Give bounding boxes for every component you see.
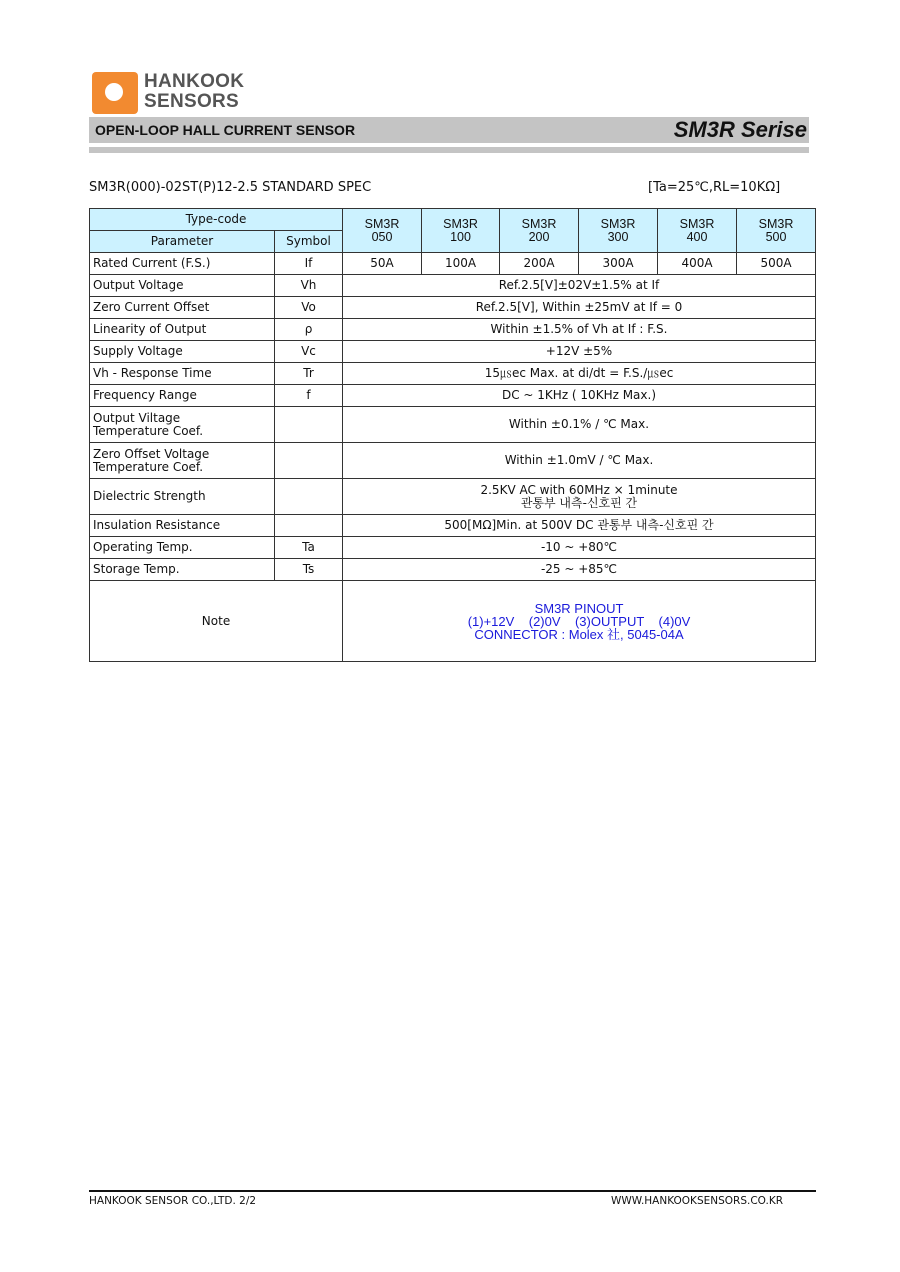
symbol-cell: Vh (275, 275, 343, 297)
symbol-cell: Vo (275, 297, 343, 319)
note-row (90, 581, 816, 662)
parameter-cell: Vh - Response Time (90, 363, 275, 385)
symbol-cell (275, 407, 343, 443)
footer-website: WWW.HANKOOKSENSORS.CO.KR (611, 1195, 784, 1207)
value-cell: Within ±1.0mV / ℃ Max. (343, 443, 816, 479)
model-050: SM3R 050 (343, 209, 422, 253)
type-code-label: Type-code (90, 209, 343, 231)
value-cell: -10 ~ +80℃ (343, 537, 816, 559)
footer-divider (89, 1190, 816, 1192)
logo-line-2: SENSORS (144, 91, 240, 112)
parameter-cell: Output Viltage Temperature Coef. (90, 407, 275, 443)
table-row (90, 559, 816, 581)
symbol-cell: If (275, 253, 343, 275)
parameter-cell: Supply Voltage (90, 341, 275, 363)
symbol-cell: Ta (275, 537, 343, 559)
parameter-cell: Zero Current Offset (90, 297, 275, 319)
pinout-list: (1)+12V (2)0V (3)OUTPUT (4)0V (467, 613, 691, 629)
symbol-cell: f (275, 385, 343, 407)
value-cell: -25 ~ +85℃ (343, 559, 816, 581)
table-row (90, 479, 816, 515)
parameter-cell: Frequency Range (90, 385, 275, 407)
value-cell: 15㎲ec Max. at di/dt = F.S./㎲ec (343, 363, 816, 385)
model-200: SM3R 200 (500, 209, 579, 253)
symbol-cell: Ts (275, 559, 343, 581)
pinout-title: SM3R PINOUT (534, 600, 624, 616)
spec-conditions: [Ta=25℃,RL=10KΩ] (648, 180, 781, 195)
parameter-cell: Linearity of Output (90, 319, 275, 341)
value-cell: 200A (500, 253, 579, 275)
value-cell: 2.5KV AC with 60MHz × 1minute 관통부 내측-신호핀 간 (343, 479, 816, 515)
product-type-title: OPEN-LOOP HALL CURRENT SENSOR (95, 122, 356, 138)
value-cell: DC ~ 1KHz ( 10KHz Max.) (343, 385, 816, 407)
parameter-cell: Rated Current (F.S.) (90, 253, 275, 275)
note-label: Note (90, 581, 343, 662)
logo-line-1: HANKOOK (144, 71, 245, 92)
parameter-cell: Storage Temp. (90, 559, 275, 581)
value-cell: Ref.2.5[V]±02V±1.5% at If (343, 275, 816, 297)
parameter-cell: Zero Offset Voltage Temperature Coef. (90, 443, 275, 479)
footer-company: HANKOOK SENSOR CO.,LTD. 2/2 (89, 1195, 257, 1207)
parameter-cell: Dielectric Strength (90, 479, 275, 515)
value-cell: 500A (737, 253, 816, 275)
symbol-cell: ρ (275, 319, 343, 341)
table-row (90, 319, 816, 341)
value-cell: Within ±1.5% of Vh at If : F.S. (343, 319, 816, 341)
symbol-cell: Tr (275, 363, 343, 385)
table-row (90, 407, 816, 443)
symbol-label: Symbol (275, 231, 343, 253)
value-cell: 100A (422, 253, 500, 275)
symbol-cell (275, 515, 343, 537)
table-row (90, 385, 816, 407)
table-row (90, 297, 816, 319)
symbol-cell (275, 443, 343, 479)
title-underline (89, 147, 809, 153)
title-bar (89, 117, 809, 143)
model-300: SM3R 300 (579, 209, 658, 253)
model-100: SM3R 100 (422, 209, 500, 253)
table-row (90, 341, 816, 363)
parameter-cell: Operating Temp. (90, 537, 275, 559)
table-row (90, 537, 816, 559)
value-cell: 300A (579, 253, 658, 275)
value-cell: Within ±0.1% / ℃ Max. (343, 407, 816, 443)
table-row (90, 443, 816, 479)
series-title: SM3R Serise (673, 117, 807, 142)
table-row (90, 253, 816, 275)
value-cell: 500[MΩ]Min. at 500V DC 관통부 내측-신호핀 간 (343, 515, 816, 537)
model-500: SM3R 500 (737, 209, 816, 253)
table-row (90, 363, 816, 385)
logo-mark-icon (92, 72, 138, 114)
symbol-cell: Vc (275, 341, 343, 363)
value-cell: 50A (343, 253, 422, 275)
parameter-label: Parameter (90, 231, 275, 253)
model-400: SM3R 400 (658, 209, 737, 253)
value-cell: 400A (658, 253, 737, 275)
table-row (90, 515, 816, 537)
logo-text (144, 72, 244, 112)
company-logo (92, 72, 252, 114)
note-content (343, 581, 816, 662)
parameter-cell: Insulation Resistance (90, 515, 275, 537)
table-row (90, 275, 816, 297)
spec-table (89, 208, 816, 662)
symbol-cell (275, 479, 343, 515)
table-header-row (90, 209, 816, 231)
spec-heading: SM3R(000)-02ST(P)12-2.5 STANDARD SPEC (89, 180, 372, 195)
connector-info: CONNECTOR : Molex 社, 5045-04A (474, 626, 684, 642)
value-cell: Ref.2.5[V], Within ±25mV at If = 0 (343, 297, 816, 319)
value-cell: +12V ±5% (343, 341, 816, 363)
parameter-cell: Output Voltage (90, 275, 275, 297)
